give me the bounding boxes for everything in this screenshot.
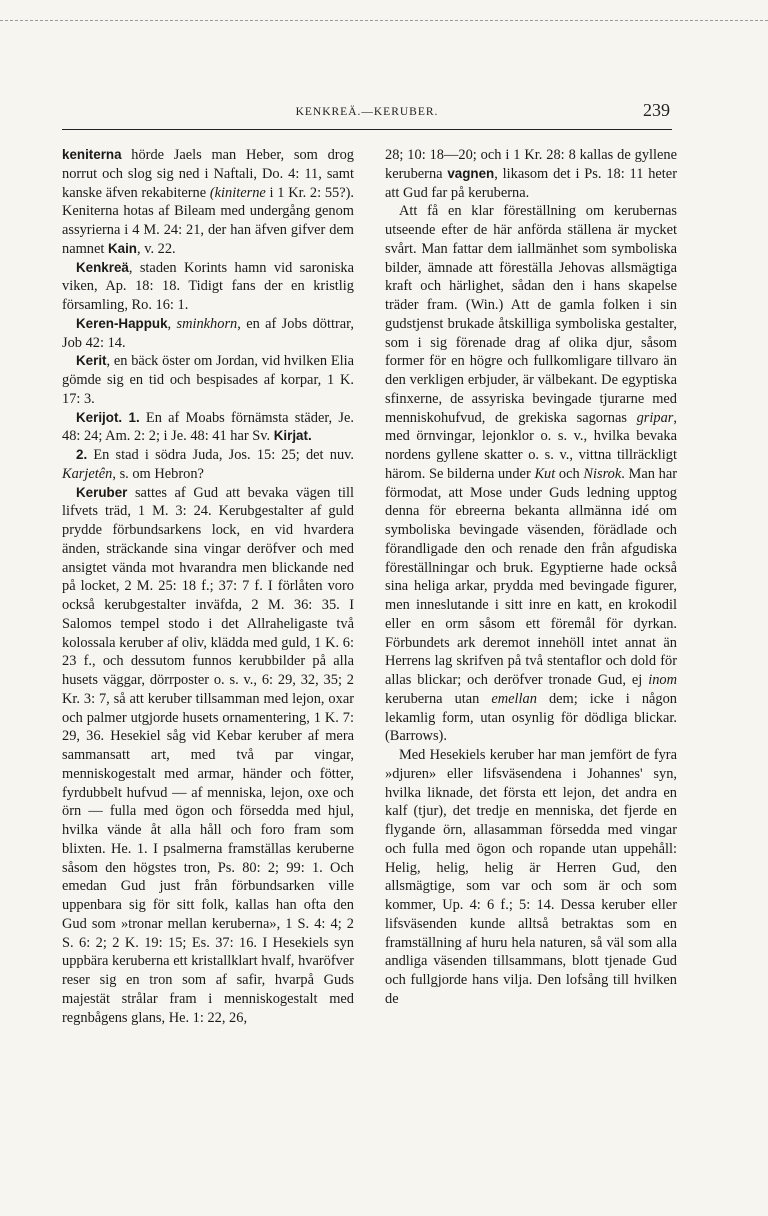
text-run: sattes af Gud att bevaka vägen till lifvets träd, 1 M. 3: 24. Kerubgestalter af guld prydde förbundsarkens lock, en vid hvardera änden, sträckande sina vingar deröfver och med ansigtet vända mot hvarandra men blickande ned på locket, 2 M. 25: 18 f.; 37: 7 f. I förlåten voro också kerubgestalter inväfda, 2 M. 36: 35. I Salomos tempel stodo i det Allraheligaste två kolossala keruber af oliv, klädda med guld, 1 K. 6: 23 f., och dessutom funnos kerubbilder på alla husets väggar, dörrposter o. s. v., 6: 29, 32, 35; 2 Kr. 3: 7, så att keruber tillsamman med lejon, oxar och palmer utgjorde husets ornamentering, 1 K. 7: 29, 36. Hesekiel såg vid Kebar keruber af mera sammansatt art, med två par vingar, menniskogestalt med armar, händer och fötter, fyrdubbelt hufvud — af menniska, lejon, oxe och örn — fulla med ögon och försedda med hjul, hvilka vände åt alla håll och foro fram som blixten. He. 1. I psalmerna framställas keruberne såsom den högstes tron, Ps. 80: 2; 99: 1. Och emedan Gud just från förbundsarken ville uppenbara sig för sitt folk, kallas han ofta den Gud som »tronar mellan keruberna», 1 S. 4: 4; 2 S. 6: 2; 2 K. 19: 15; Es. 37: 16. I Hesekiels syn uppbära keruberna ett kristallklart hvalf, hvaröfver reser sig en tron som af safir, hvarpå Guds majestät strålar fram i menniskogestalt med regnbågens glans, He. 1: 22, 26, bbox=[62, 484, 354, 1026]
paragraph-r2 bbox=[385, 202, 677, 746]
italic-term: emellan bbox=[491, 690, 537, 707]
running-head bbox=[62, 100, 672, 130]
text-run: , med örnvingar, lejonklor o. s. v., hvilka bevaka nordens gyllene skatter o. s. v., vittna tillräckligt härom. Se bilderna under bbox=[385, 409, 677, 482]
scan-top-edge bbox=[0, 20, 768, 21]
entry-headword: keniterna bbox=[62, 147, 122, 162]
entry-headword: Kirjat. bbox=[273, 428, 312, 444]
text-run: , likasom det i Ps. 18: 11 heter att Gud far på keruberna. bbox=[385, 165, 677, 201]
italic-term: Karjetên bbox=[62, 465, 113, 482]
text-run: i 1 Kr. 2: 55?). Keniterna hotas af Bileam med undergång genom assyrierna i 4 M. 24: 21, der han äfven gifver dem namnet bbox=[62, 184, 355, 257]
paragraph-p3 bbox=[62, 315, 354, 353]
italic-term: Kut bbox=[534, 465, 556, 482]
text-run: , en af Jobs döttrar, Job 42: 14. bbox=[62, 315, 354, 351]
header-rule bbox=[62, 129, 672, 130]
italic-term: gripar bbox=[636, 409, 674, 426]
italic-term: Nisrok bbox=[583, 465, 622, 482]
paragraph-p5 bbox=[62, 409, 354, 447]
paragraph-p6 bbox=[62, 446, 354, 484]
entry-headword: Kerit bbox=[76, 353, 107, 369]
text-run: hörde Jaels man Heber, som drog norrut och slog sig ned i Naftali, Do. 4: 11, samt kanske äfven rekabiterne bbox=[62, 147, 354, 201]
paragraph-r1 bbox=[385, 146, 677, 202]
entry-headword: Keruber bbox=[76, 484, 128, 500]
text-run: keruberna utan bbox=[385, 690, 492, 707]
page-number: 239 bbox=[643, 100, 670, 120]
paragraph-p4 bbox=[62, 352, 354, 408]
text-run: . Man har förmodat, att Mose under Guds ledning upptog denna för ebreerna bekanta allmänna idé om symboliska bevingade väsenden, förädlade och förandligade den och renade den från afgudiska föreställningar och bruk. Egyptierne hade också sina heliga arkar, prydda med bevingade figurer, men inneslutande i sitt inre en katt, en krokodil eller en orm såsom ett föremål för dyrkan. Förbundets ark deremot innehöll intet annat än Herrens lag skrifven på två stentaflor och dold för allas blickar; och deröfver tronade Gud, ej bbox=[385, 465, 677, 688]
italic-term: inom bbox=[648, 672, 677, 688]
entry-headword: Keren-Happuk bbox=[76, 315, 168, 331]
running-head-title: KENKREÄ.—KERUBER. bbox=[295, 106, 439, 118]
text-run: och bbox=[555, 465, 584, 482]
paragraph-p1 bbox=[62, 146, 354, 259]
paragraph-p7 bbox=[62, 484, 354, 1028]
text-run: , staden Korints hamn vid saroniska viken, Ap. 18: 18. Tidigt fans der en kristlig församling, Ro. 16: 1. bbox=[62, 259, 354, 313]
right-column bbox=[385, 146, 677, 1009]
entry-headword: Kerijot. 1. bbox=[76, 409, 140, 425]
text-run: 28; 10: 18—20; och i 1 Kr. 28: 8 kallas de gyllene keruberna bbox=[385, 147, 677, 182]
italic-term: sminkhorn bbox=[176, 315, 238, 332]
paragraph-r3 bbox=[385, 746, 677, 1009]
text-run: dem; icke i någon lekamlig form, utan osynlig för dödliga blickar. (Barrows). bbox=[385, 690, 677, 745]
italic-term: (kiniterne bbox=[209, 184, 266, 201]
text-run: , v. 22. bbox=[137, 240, 176, 257]
book-page bbox=[62, 100, 677, 1026]
text-run: , s. om Hebron? bbox=[112, 465, 204, 482]
text-run: , bbox=[167, 315, 177, 332]
entry-headword: 2. bbox=[76, 447, 88, 462]
entry-headword: Kenkreä bbox=[76, 259, 129, 275]
paragraph-p2 bbox=[62, 259, 354, 315]
text-run: , en bäck öster om Jordan, vid hvilken Elia gömde sig en tid och bespisades af korpar, 1 K. 17: 3. bbox=[62, 353, 354, 407]
text-run: En stad i södra Juda, Jos. 15: 25; det nuv. bbox=[87, 447, 354, 463]
entry-headword: vagnen bbox=[447, 165, 495, 181]
text-run: Att få en klar föreställning om kerubernas utseende efter de här anförda ställena är mycket svårt. Man fattar dem iallmänhet som symboliska bilder, ämnade att föreställa Jehovas allsmägtiga kraft och härlighet, sådan den i hans skapelse träder fram. (Win.) Att de gamla folken i sin gudstjenst brukade åtskilliga symboliska gestalter, som i sig förenade drag af olika djur, såsom former för en högre och fullkomligare tillvaro än den verkligen erbjuder, är välbekant. De egyptiska sfinxerne, de assyriska bevingade tjurarne med menniskohufvud, de grekiska sagornas bbox=[385, 203, 677, 426]
entry-headword: Kain bbox=[107, 240, 137, 256]
left-column bbox=[62, 146, 354, 1027]
text-run: En af Moabs förnämsta städer, Je. 48: 24; Am. 2: 2; i Je. 48: 41 har Sv. bbox=[62, 409, 354, 445]
text-run: Med Hesekiels keruber har man jemfört de fyra »djuren» eller lifsväsendena i Johannes' syn, hvilka liknade, det första ett lejon, det andra en kalf (tjur), det tredje en menniska, det fjerde en flygande örn, allasamman försedda med vingar och fulla med ögon och ropande utan uppehåll: Helig, helig, helig är Herren Gud, den allsmägtige, som var och som är och som kommer, Up. 4: 6 f.; 5: 14. Dessa keruber eller lifsväsenden kunde alltså betraktas som en framställning af huru hela naturen, så väl som alla andliga väsenden tillsammans, blott tjenade Gud och fullgjorde hans vilja. Den lofsång till hvilken de bbox=[385, 747, 677, 1007]
